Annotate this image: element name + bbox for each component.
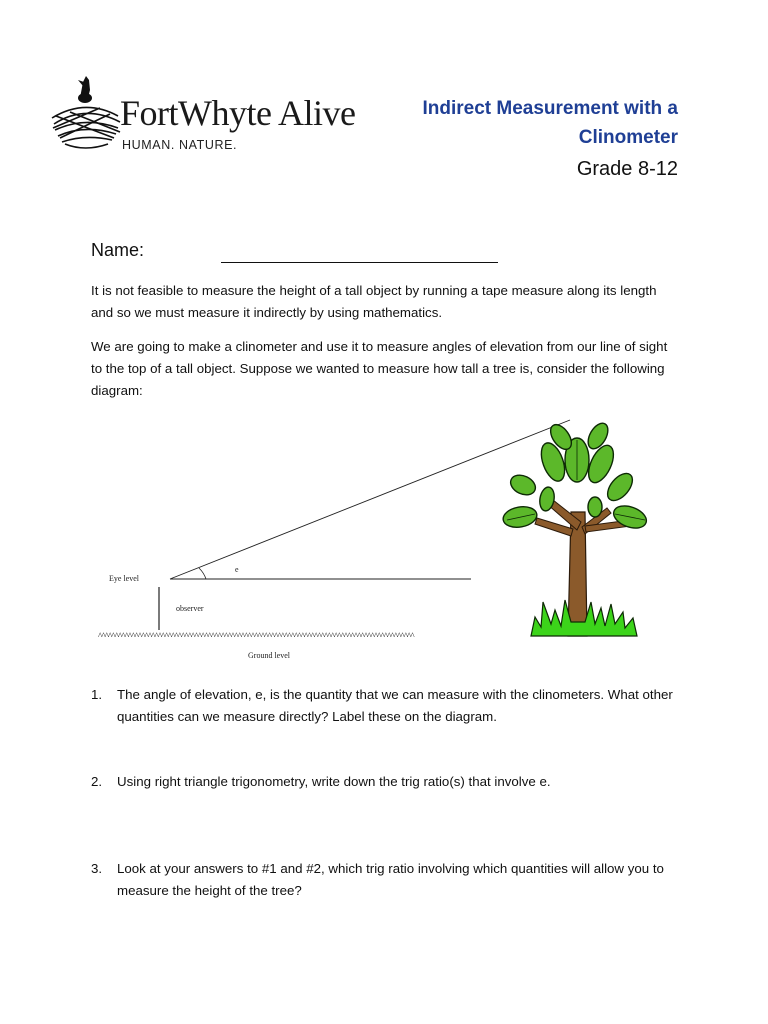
document-title bbox=[422, 94, 678, 184]
logo-tagline: HUMAN. NATURE. bbox=[122, 138, 238, 152]
fortwhyte-logo bbox=[50, 68, 380, 158]
grade-label: Grade 8-12 bbox=[576, 158, 678, 180]
question-2 bbox=[91, 771, 691, 793]
bird-nest-icon bbox=[50, 68, 125, 158]
name-field[interactable] bbox=[91, 240, 144, 261]
question-3 bbox=[91, 858, 691, 902]
question-number: 1. bbox=[91, 687, 103, 702]
name-label: Name: bbox=[91, 240, 145, 260]
name-underline[interactable] bbox=[221, 262, 498, 263]
title-line-1: Indirect Measurement with a bbox=[422, 98, 678, 119]
question-text: The angle of elevation, e, is the quantity that we can measure with the clinometers. What other quantities can we measure directly? Label these on the diagram. bbox=[117, 687, 673, 724]
logo-wordmark: FortWhyte Alive bbox=[120, 93, 356, 133]
observer-label: observer bbox=[176, 604, 204, 613]
ground-level-label: Ground level bbox=[248, 651, 290, 660]
question-1 bbox=[91, 684, 691, 728]
line-of-sight bbox=[170, 420, 570, 579]
question-text: Look at your answers to #1 and #2, which trig ratio involving which quantities will allow you to measure the height of the tree? bbox=[117, 861, 664, 898]
question-text: Using right triangle trigonometry, write down the trig ratio(s) that involve e. bbox=[117, 774, 551, 789]
title-line-2: Clinometer bbox=[578, 127, 678, 148]
diagram-drawing bbox=[95, 412, 675, 667]
intro-paragraph-1: It is not feasible to measure the height of a tall object by running a tape measure along its length and so we must measure it indirectly by using mathematics. bbox=[91, 283, 657, 320]
clinometer-diagram bbox=[95, 412, 675, 667]
question-number: 2. bbox=[91, 774, 103, 789]
question-number: 3. bbox=[91, 861, 103, 876]
tree-illustration bbox=[502, 420, 650, 636]
angle-e-label: e bbox=[235, 565, 239, 574]
intro-paragraph-2: We are going to make a clinometer and use it to measure angles of elevation from our line of sight to the top of a tall object. Suppose we wanted to measure how tall a tree is, consider the following diagram: bbox=[91, 339, 668, 398]
angle-arc bbox=[199, 568, 206, 579]
ground-marks: ^^^^^^^^^^^^^^^^^^^^^^^^^^^^^^^^^^^^^^^^^^^^^^^^^^^^^^^^^^^^^^^^^^^^^^^^^^^^^^^^^^^^^^^^^^^^^^^ bbox=[98, 631, 414, 641]
eye-level-label: Eye level bbox=[109, 574, 139, 583]
